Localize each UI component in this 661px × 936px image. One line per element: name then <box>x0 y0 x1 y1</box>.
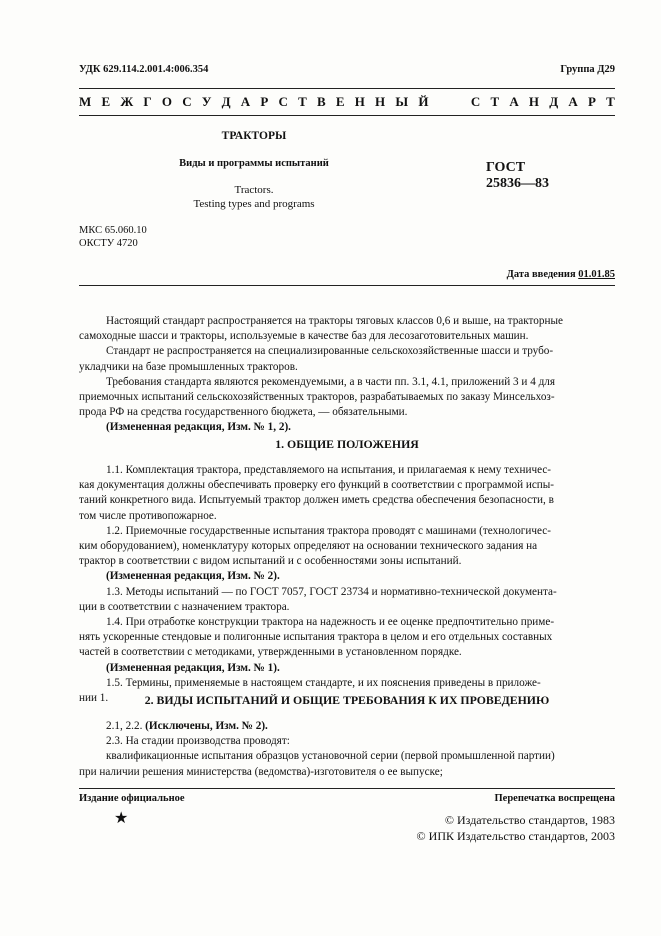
udk-code: УДК 629.114.2.001.4:006.354 <box>79 64 209 75</box>
standard-banner <box>79 94 615 110</box>
intro-p3-l1: Требования стандарта являются рекомендуемыми, а в части пп. 3.1, 4.1, приложений 3 и 4 для <box>106 375 556 388</box>
s11-l4: том числе противопожарное. <box>79 509 217 522</box>
s12-l3: трактор в соответствии с видом испытаний и с особенностями зоны испытаний. <box>79 555 462 568</box>
s15-l2: нии 1. <box>79 692 109 705</box>
s11-l1: 1.1. Комплектация трактора, представляемого на испытания, и прилагаемая к нему техничес- <box>106 464 552 476</box>
banner-letter: Ж <box>120 94 134 109</box>
intro-p3-l2: приемочных испытаний сельскохозяйственных тракторов, разрабатываемых по заказу Минсельхоз- <box>79 391 555 404</box>
intro-amendment: (Измененная редакция, Изм. № 1, 2). <box>106 421 291 434</box>
group-code: Группа Д29 <box>560 64 615 75</box>
banner-letter: Е <box>101 94 111 109</box>
s13-l2: ции в соответствии с назначением трактора. <box>79 600 290 613</box>
star-icon: ★ <box>114 810 129 827</box>
reprint-notice: Перепечатка воспрещена <box>494 793 615 804</box>
banner-letter: Ы <box>395 94 409 109</box>
banner-letter: А <box>509 94 519 109</box>
s12-l1: 1.2. Приемочные государственные испытания трактора проводят с машинами (технологичес- <box>106 524 551 537</box>
intro-date <box>507 269 615 280</box>
s15-l1: 1.5. Термины, применяемые в настоящем стандарте, и их пояснения приведены в приложе- <box>106 676 541 689</box>
s11-l2: кая документация должны обеспечивать проверку его функций в соответствии с программой испы- <box>79 479 555 492</box>
gost-label: ГОСТ <box>486 160 526 175</box>
s23-l2: при наличии решения министерства (ведомства)-изготовителя о ее выпуске; <box>79 765 443 778</box>
copyright-1983: © Издательство стандартов, 1983 <box>444 813 615 827</box>
doc-subtitle: Виды и программы испытаний <box>179 158 329 169</box>
banner-letter: С <box>470 94 481 109</box>
copyright-2003: © ИПК Издательство стандартов, 2003 <box>416 829 615 843</box>
s12-l2: ким оборудованием), номенклатуру которых определяют на основании технического задания на <box>79 540 538 553</box>
banner-letter: Д <box>221 94 231 109</box>
doc-title: ТРАКТОРЫ <box>221 130 287 142</box>
banner-letter: Т <box>298 94 307 109</box>
banner-letter: Н <box>354 94 365 109</box>
s21-note: (Исключены, Изм. № 2). <box>145 720 268 732</box>
banner-letter: Т <box>490 94 500 109</box>
intro-date-value: 01.01.85 <box>578 269 615 280</box>
banner-letter: Р <box>588 94 596 109</box>
banner-letter: А <box>568 94 578 109</box>
intro-p3-l3: прода РФ на средства государственного бюджета, — обязательными. <box>79 406 408 419</box>
banner-letter: Т <box>606 94 615 109</box>
banner-letter: Р <box>260 94 269 109</box>
banner-letter: Н <box>375 94 386 109</box>
s14-amendment: (Измененная редакция, Изм. № 1). <box>106 661 280 674</box>
banner-letter: О <box>161 94 173 109</box>
s14-l3: частей в соответствии с методиками, утвержденными в установленном порядке. <box>79 646 462 659</box>
banner-rule <box>79 115 615 116</box>
banner-letter: Н <box>528 94 540 109</box>
doc-title-en: Tractors. <box>234 184 274 196</box>
section-1-title: 1. ОБЩИЕ ПОЛОЖЕНИЯ <box>275 437 419 451</box>
banner-letter: У <box>201 94 212 109</box>
banner-letter: Й <box>418 94 429 109</box>
s23: 2.3. На стадии производства проводят: <box>106 735 290 748</box>
gost-number: 25836—83 <box>486 176 549 191</box>
footer-rule <box>79 788 615 789</box>
doc-subtitle-en: Testing types and programs <box>193 198 315 210</box>
section-2-title: 2. ВИДЫ ИСПЫТАНИЙ И ОБЩИЕ ТРЕБОВАНИЯ К ИХ ПРОВЕДЕНИЮ <box>144 693 550 707</box>
mks-code: МКС 65.060.10 <box>79 225 147 236</box>
s21-line <box>79 719 615 734</box>
intro-date-label: Дата введения <box>506 269 576 280</box>
intro-p1-l2: самоходные шасси и тракторы, используемые в качестве баз для лесозаготовительных машин. <box>79 330 529 343</box>
s12-amendment: (Измененная редакция, Изм. № 2). <box>106 570 280 583</box>
okstu-code: ОКСТУ 4720 <box>79 238 138 249</box>
s23-l1: квалификационные испытания образцов установочной серии (первой промышленной партии) <box>106 750 555 763</box>
date-rule <box>79 285 615 286</box>
s14-l1: 1.4. При отработке конструкции трактора на надежность и ее оценке предпочтительно приме- <box>106 616 555 629</box>
official-edition: Издание официальное <box>79 793 185 804</box>
intro-p2-l1: Стандарт не распространяется на специализированные сельскохозяйственные шасси и трубо- <box>106 345 554 358</box>
s14-l2: нять ускоренные стендовые и полигонные испытания трактора в целом и его отдельных составных <box>79 631 553 644</box>
banner-gap <box>439 94 461 110</box>
section-1-body <box>79 463 615 706</box>
banner-letter: Е <box>335 94 345 109</box>
s21-prefix: 2.1, 2.2. <box>106 720 143 732</box>
s11-l3: таний конкретного вида. Испытуемый трактор должен иметь средства обеспечения безопасности, в <box>79 494 554 507</box>
banner-letter: Г <box>143 94 152 109</box>
top-rule <box>79 88 615 89</box>
banner-letter: В <box>316 94 326 109</box>
intro-p1-l1: Настоящий стандарт распространяется на тракторы тяговых классов 0,6 и выше, на тракторные <box>106 315 563 327</box>
intro-block <box>79 314 615 436</box>
banner-letter: С <box>278 94 288 109</box>
intro-p2-l2: укладчики на базе промышленных тракторов. <box>79 360 298 373</box>
banner-letter: М <box>79 94 92 109</box>
section-2-body <box>79 719 615 780</box>
banner-letter: А <box>240 94 251 109</box>
banner-letter: Д <box>549 94 559 109</box>
banner-letter: С <box>182 94 192 109</box>
s13-l1: 1.3. Методы испытаний — по ГОСТ 7057, ГОСТ 23734 и нормативно-технической документа- <box>106 585 557 598</box>
